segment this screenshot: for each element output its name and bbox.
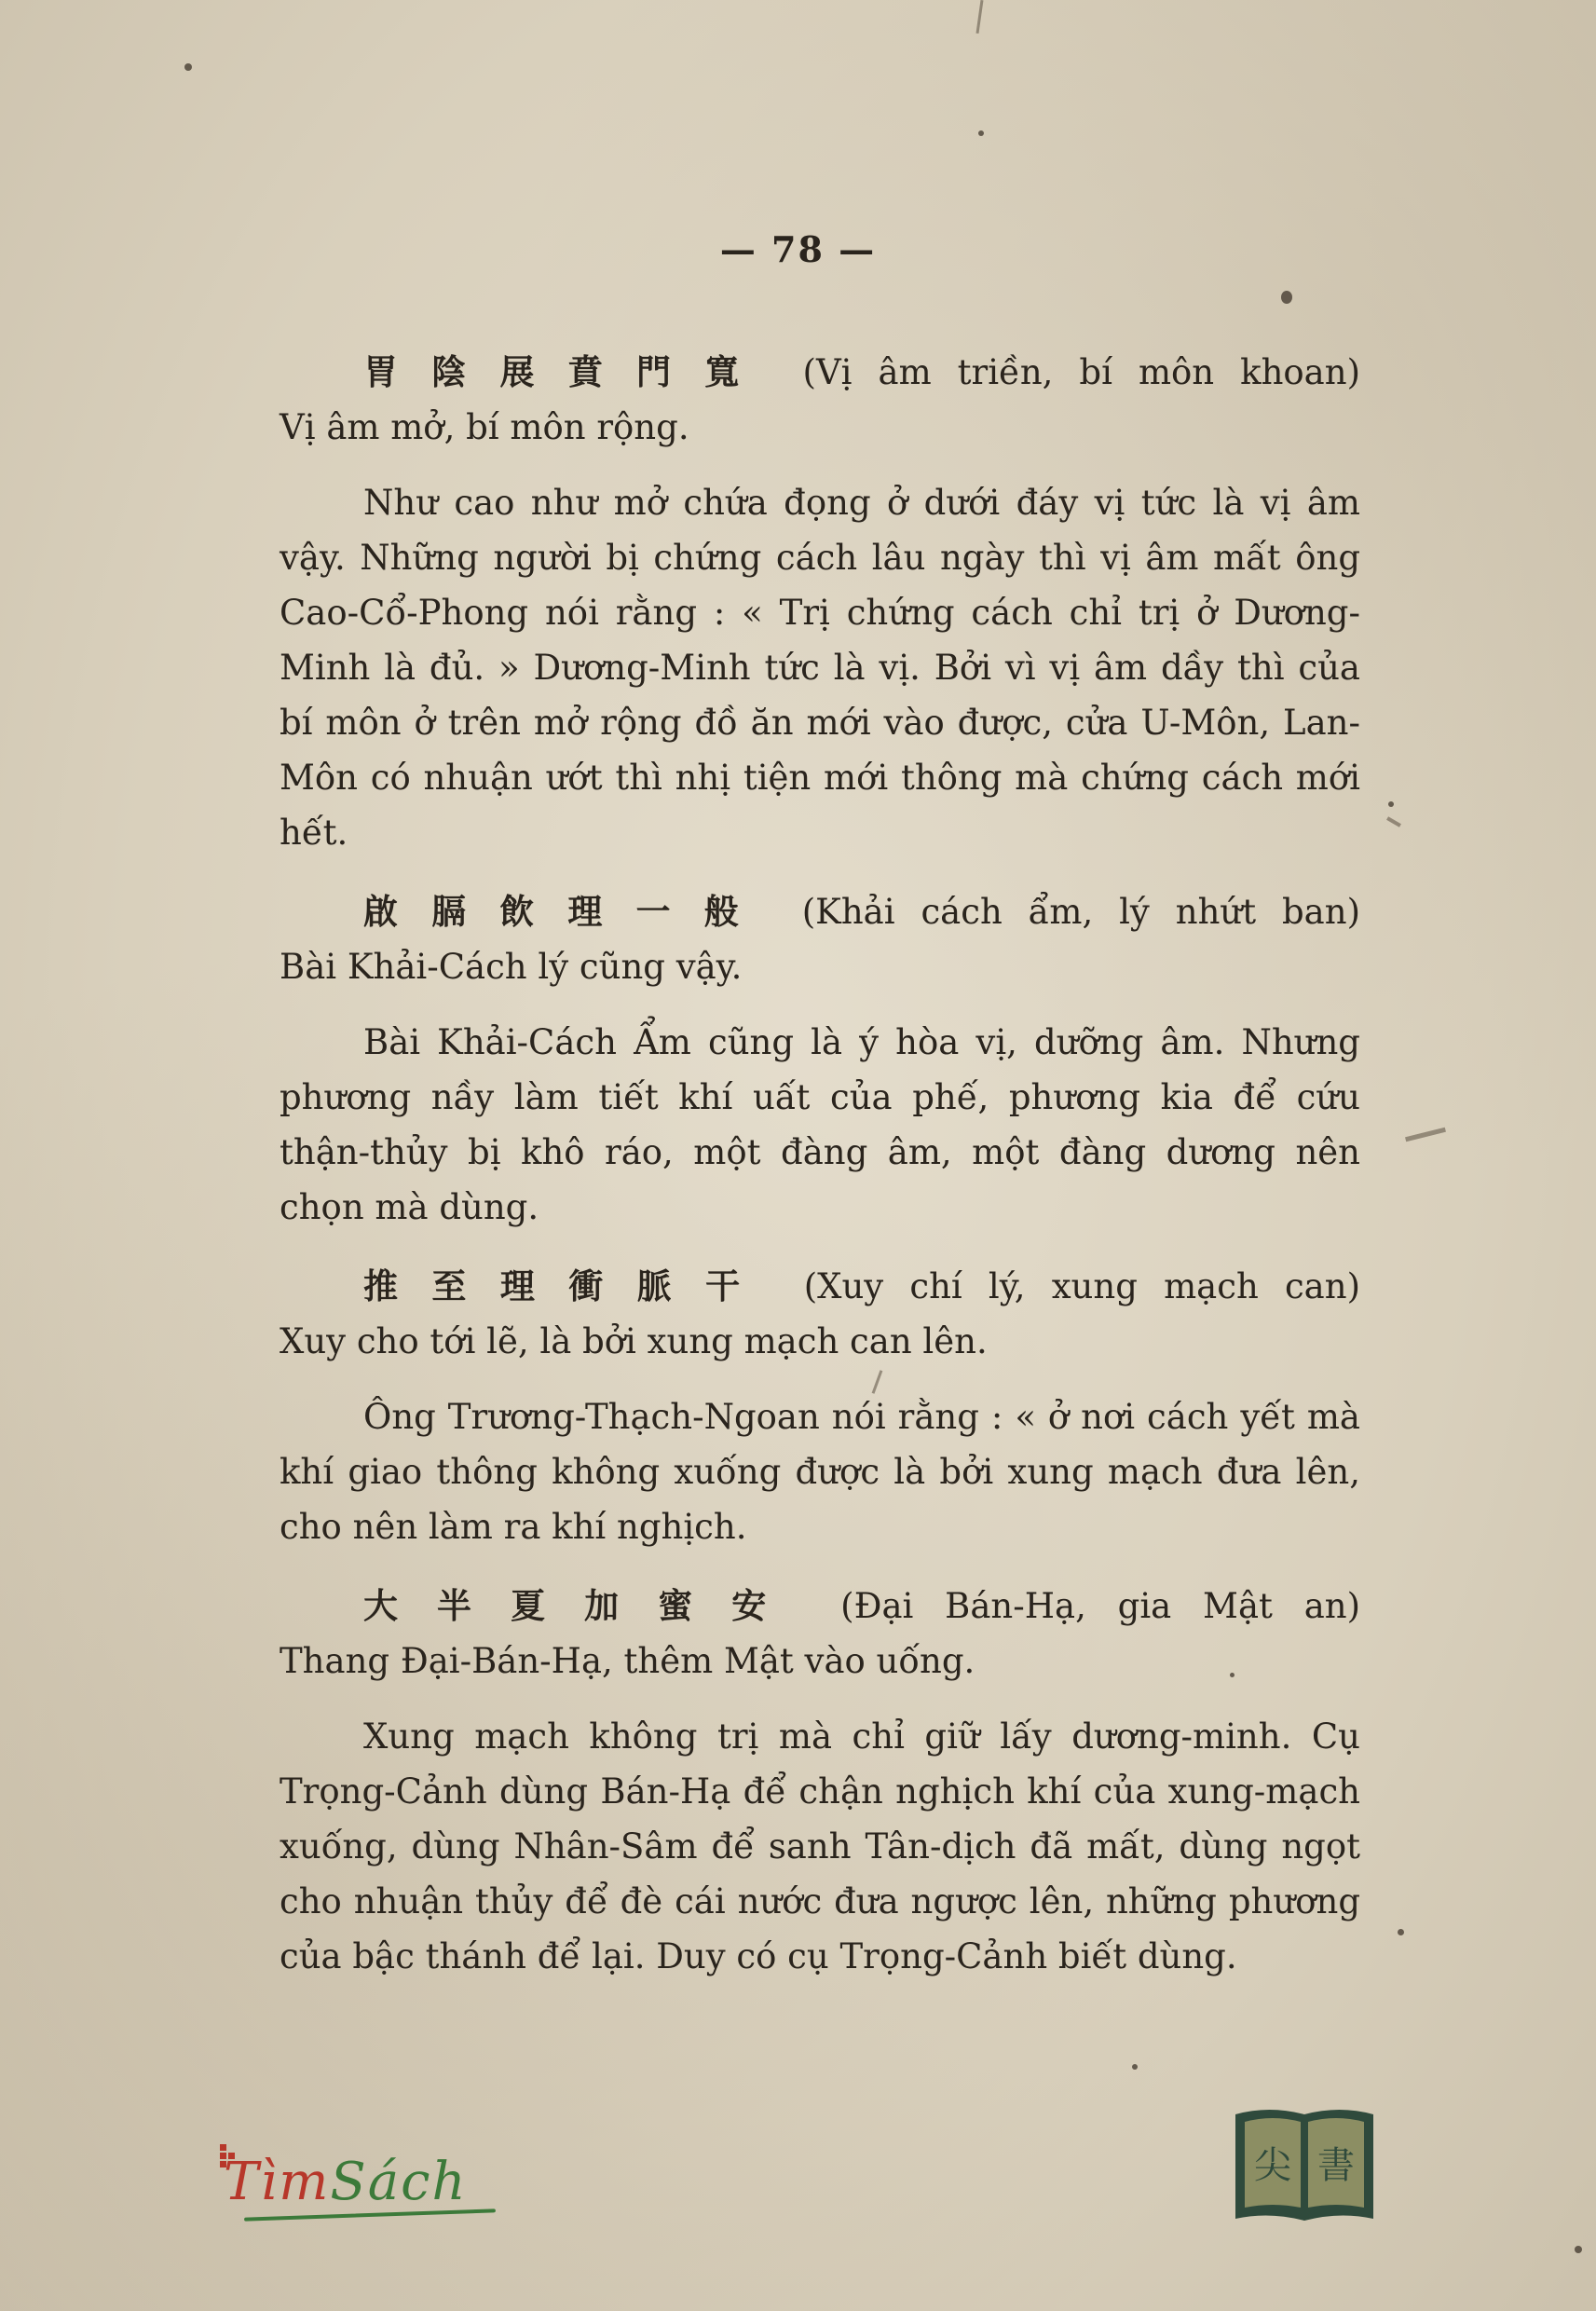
verse-han-characters: 推至理衝脈干 [363,1265,774,1306]
verse-han-characters: 大半夏加蜜安 [363,1585,806,1626]
verse-heading [280,1259,1360,1314]
document-body [280,345,1360,2008]
commentary-paragraph: Ông Trương-Thạch-Ngoan nói rằng : « ở nơi cách yết mà khí giao thông không xuống được là bởi xung mạch đưa lên, cho nên làm ra khí nghịch. [280,1397,1360,1547]
verse-reading: (Xuy chí lý, xung mạch can) [803,1266,1361,1306]
paper-speck [1281,291,1292,304]
verse-section-2 [280,884,1360,1235]
verse-heading [280,884,1360,939]
verse-gloss: Vị âm mở, bí môn rộng. [280,407,689,447]
timsach-watermark [216,2139,514,2222]
watermark-text-sach: Sách [330,2152,468,2212]
verse-reading: (Khải cách ẩm, lý nhứt ban) [801,892,1361,932]
commentary-paragraph: Như cao như mở chứa đọng ở dưới đáy vị tức là vị âm vậy. Những người bị chứng cách lâu ngày thì vị âm mất ông Cao-Cổ-Phong nói rằng : « Trị chứng cách chỉ trị ở Dương-Minh là đủ. » Dương-Minh tức là vị. Bởi vì vị âm dầy thì của bí môn ở trên mở rộng đồ ăn mới vào được, cửa U-Môn, Lan-Môn có nhuận ướt thì nhị tiện mới thông mà chứng cách mới hết. [280,483,1360,853]
verse-gloss: Thang Đại-Bán-Hạ, thêm Mật vào uống. [280,1641,975,1681]
commentary-paragraph: Bài Khải-Cách Ẩm cũng là ý hòa vị, dưỡng âm. Nhưng phương nầy làm tiết khí uất của phế, phương kia để cứu thận-thủy bị khô ráo, một đàng âm, một đàng dương nên chọn mà dùng. [280,1022,1360,1227]
verse-section-4 [280,1579,1360,1984]
commentary-paragraph: Xung mạch không trị mà chỉ giữ lấy dương-minh. Cụ Trọng-Cảnh dùng Bán-Hạ để chận nghịch khí của xung-mạch xuống, dùng Nhân-Sâm để sanh Tân-dịch đã mất, dùng ngọt cho nhuận thủy để đè cái nước đưa ngược lên, những phương của bậc thánh để lại. Duy có cụ Trọng-Cảnh biết dùng. [280,1716,1360,1976]
open-book-logo-icon [1230,2101,1379,2232]
paper-speck [1132,2064,1138,2070]
paper-speck [1398,1929,1404,1935]
verse-gloss: Bài Khải-Cách lý cũng vậy. [280,947,743,987]
book-right-glyph: 書 [1317,2144,1355,2187]
paper-speck [184,63,192,71]
verse-section-3 [280,1259,1360,1554]
paper-speck [1388,801,1394,807]
verse-han-characters: 胃陰展賁門寬 [363,351,773,392]
watermark-text-tim: Tìm [224,2152,331,2212]
verse-reading: (Vị âm triền, bí môn khoan) [802,352,1361,392]
page-number: — 78 — [719,228,877,270]
verse-heading [280,1579,1360,1634]
verse-han-characters: 啟膈飲理一般 [363,891,772,932]
verse-reading: (Đại Bán-Hạ, gia Mật an) [840,1586,1361,1626]
watermark-text [224,2152,468,2212]
verse-heading [280,345,1360,400]
book-left-glyph: 尖 [1254,2144,1291,2187]
paper-speck [978,130,984,136]
paper-speck [1575,2246,1582,2253]
verse-gloss: Xuy cho tới lẽ, là bởi xung mạch can lên. [280,1321,988,1361]
verse-section-1 [280,345,1360,860]
